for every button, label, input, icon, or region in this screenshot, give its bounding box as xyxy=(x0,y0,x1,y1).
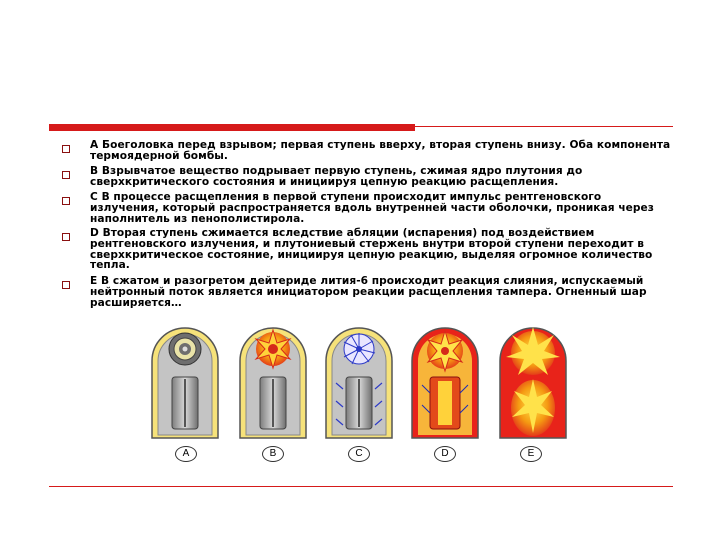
warhead-stages-figure xyxy=(140,313,580,465)
stage-label-a: A xyxy=(175,446,197,462)
bullet-text: С В процессе расщепления в первой ступени происходит импульс рентгеновского излучения, который распространяется вдоль внутренней части оболочки, проникая через наполнитель из пенополистирола. xyxy=(90,191,654,225)
bullet-item-c xyxy=(62,192,672,228)
stage-label-d: D xyxy=(434,446,456,462)
title-divider-accent xyxy=(49,124,415,131)
square-bullet-icon xyxy=(62,281,70,289)
square-bullet-icon xyxy=(62,233,70,241)
bullet-text: Е В сжатом и разогретом дейтериде лития-6 происходит реакция слияния, испускаемый нейтронный поток является инициатором реакции расщепления тампера. Огненный шар расширяется… xyxy=(90,275,647,309)
warhead-stages-illustration xyxy=(140,313,580,465)
bullet-text: А Боеголовка перед взрывом; первая ступень вверху, вторая ступень внизу. Оба компонента термоядерной бомбы. xyxy=(90,139,671,162)
bullet-list xyxy=(62,140,672,308)
bullet-item-a xyxy=(62,140,672,166)
stage-label-b: B xyxy=(262,446,284,462)
stage-b-warhead xyxy=(240,328,306,438)
bullet-text: В Взрывчатое вещество подрывает первую ступень, сжимая ядро плутония до сверхкритического состояния и инициируя цепную реакцию расщепления. xyxy=(90,165,583,188)
bullet-item-b xyxy=(62,166,672,192)
stage-d-warhead xyxy=(412,328,478,438)
bullet-item-e xyxy=(62,276,672,308)
bullet-item-d xyxy=(62,228,672,276)
square-bullet-icon xyxy=(62,197,70,205)
stage-e-warhead xyxy=(500,327,566,438)
stage-label-c: C xyxy=(348,446,370,462)
stage-a-warhead xyxy=(152,328,218,438)
bullet-text: D Вторая ступень сжимается вследствие абляции (испарения) под воздействием рентгеновского излучения, и плутониевый стержень внутри второй ступени переходит в сверхкритическое состояние, инициируя цепную реакцию, выделяя огромное количество тепла. xyxy=(90,227,653,272)
square-bullet-icon xyxy=(62,171,70,179)
square-bullet-icon xyxy=(62,145,70,153)
footer-divider xyxy=(49,486,673,487)
stage-c-warhead xyxy=(326,328,392,438)
stage-label-e: E xyxy=(520,446,542,462)
